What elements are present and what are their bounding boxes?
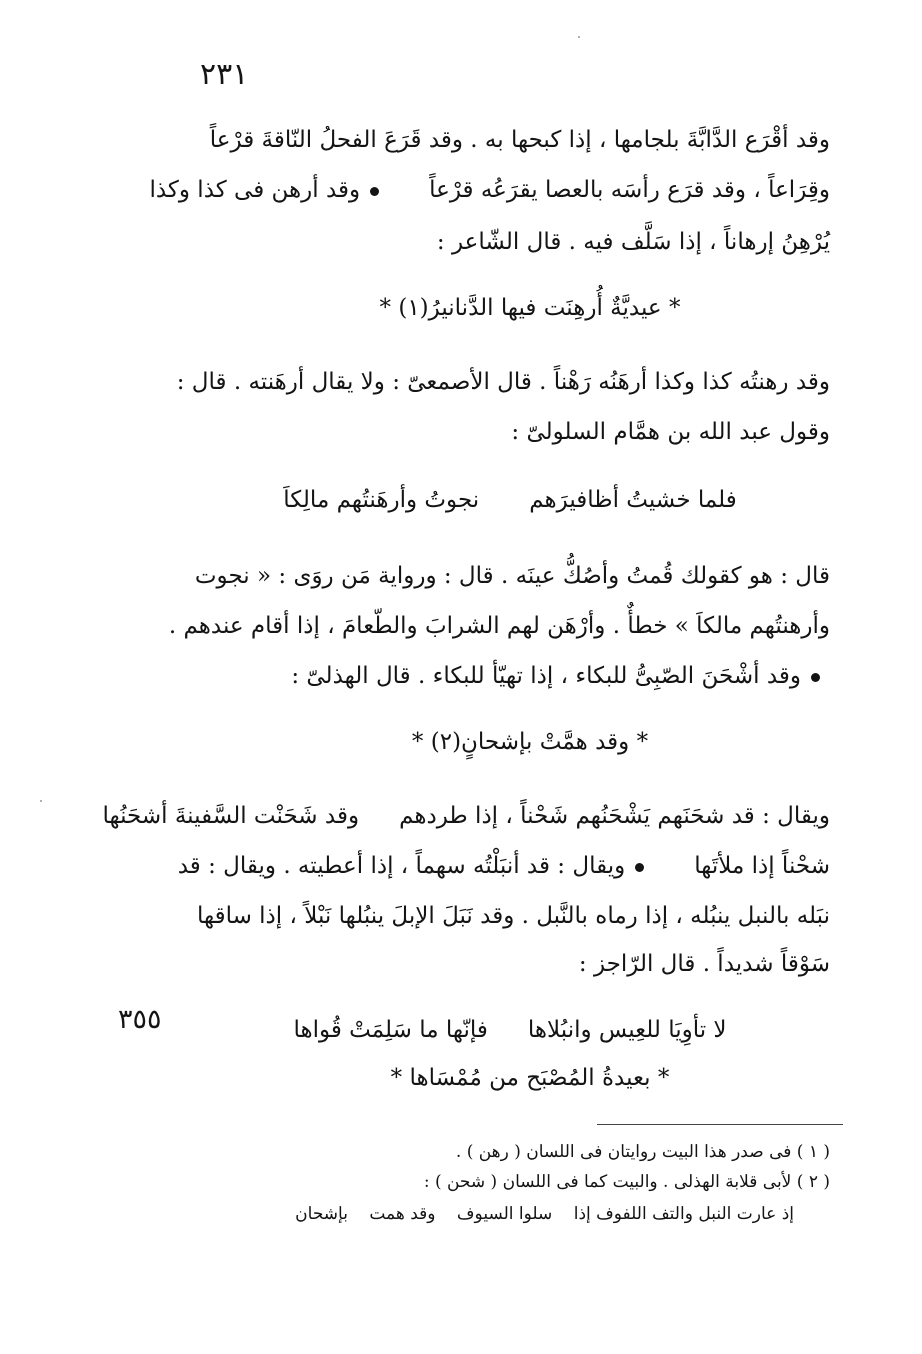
footnote-verse-part-2: سلوا السيوف	[456, 1204, 553, 1224]
footnote-verse-part-3: وقد همت	[369, 1204, 436, 1224]
verse-4-hemistich-2: فإنّها ما سَلِمَتْ قُواها	[293, 1017, 488, 1043]
section-bullet	[370, 187, 379, 196]
verse-3: * وقد همَّتْ بإشحانٍ(٢) *	[411, 729, 649, 755]
body-line-5: وقول عبد الله بن همَّام السلولىّ :	[511, 419, 830, 445]
verse-2-hemistich-2: نجوتُ وأرهَنتُهم مالِكاَ	[283, 487, 480, 513]
body-line-10-part-b: ويقال : قد أنبَلْتُه سهماً ، إذا أعطيته . ويقال : قد	[177, 853, 626, 879]
body-line-9-part-b: وقد شَحَنْت السَّفينةَ أشحَنُها	[102, 803, 360, 829]
footnote-verse-part-4: بإشحان	[295, 1204, 348, 1224]
body-line-6: قال : هو كقولك قُمتُ وأصُكُّ عينَه . قال : ورواية مَن روَى : « نجوت	[194, 563, 830, 589]
body-line-10-part-a: شحْناً إذا ملأتَها	[694, 853, 830, 879]
section-bullet	[811, 673, 820, 682]
footnote-2: ( ٢ ) لأبى قلابة الهذلى . والبيت كما فى اللسان ( شحن ) :	[423, 1172, 830, 1192]
verse-5: * بعيدةُ المُصْبَح من مُمْسَاها *	[390, 1065, 670, 1091]
body-line-2-part-b: وقد أرهن فى كذا وكذا	[149, 177, 361, 203]
section-bullet	[635, 863, 644, 872]
footnote-divider	[597, 1124, 843, 1125]
footnote-1: ( ١ ) فى صدر هذا البيت روايتان فى اللسان ( رهن ) .	[455, 1142, 830, 1162]
page-number: ٢٣١	[200, 57, 249, 92]
verse-2-hemistich-1: فلما خشيتُ أظافيرَهم	[529, 487, 737, 513]
verse-2	[240, 480, 780, 520]
body-line-2	[149, 170, 830, 210]
paper-speck	[578, 36, 580, 38]
verse-4	[250, 1010, 770, 1050]
body-line-12: سَوْقاً شديداً . قال الرّاجز :	[578, 951, 830, 977]
margin-number: ٣٥٥	[118, 1004, 162, 1035]
body-line-8	[180, 656, 830, 696]
paper-speck	[40, 800, 42, 802]
body-line-1: وقد أقْرَع الدَّابَّةَ بلجامها ، إذا كبحها به . وقد قَرَعَ الفحلُ النّاقةَ قرْعاً	[209, 127, 830, 153]
footnote-verse-part-1: إذ عارت النبل والتف اللفوف إذا	[573, 1204, 794, 1224]
verse-4-hemistich-1: لا تأوِيَا للعِيس وانبُلاها	[527, 1017, 727, 1043]
body-line-9-part-a: ويقال : قد شحَنَهم يَشْحَنُهم شَحْناً ، إذا طردهم	[399, 803, 830, 829]
body-line-3: يُرْهِنُ إرهاناً ، إذا سَلَّف فيه . قال الشّاعر :	[436, 229, 830, 255]
body-line-7: وأرهنتُهم مالكاَ » خطأٌ . وأرْهَن لهم الشرابَ والطّعامَ ، إذا أقام عندهم .	[168, 613, 830, 639]
verse-1: * عيديَّةٌ أُرهِنَت فيها الدَّنانيرُ(١) *	[379, 295, 681, 321]
body-line-8-text: وقد أشْحَنَ الصّبِىُّ للبكاء ، إذا تهيّأ للبكاء . قال الهذلىّ :	[291, 663, 801, 689]
body-line-11: نبَله بالنبل ينبُله ، إذا رماه بالنَّبل . وقد نَبَلَ الإبلَ ينبُلها نَبْلاً ، إذا ساقها	[196, 903, 830, 929]
body-line-4: وقد رهنتُه كذا وكذا أرهَنُه رَهْناً . قال الأصمعىّ : ولا يقال أرهَنته . قال :	[176, 369, 830, 395]
body-line-10	[177, 846, 830, 886]
body-line-9	[102, 796, 830, 836]
footnote-verse	[200, 1200, 802, 1228]
body-line-2-part-a: وقِرَاعاً ، وقد قرَع رأسَه بالعصا يقرَعُه قرْعاً	[429, 177, 830, 203]
